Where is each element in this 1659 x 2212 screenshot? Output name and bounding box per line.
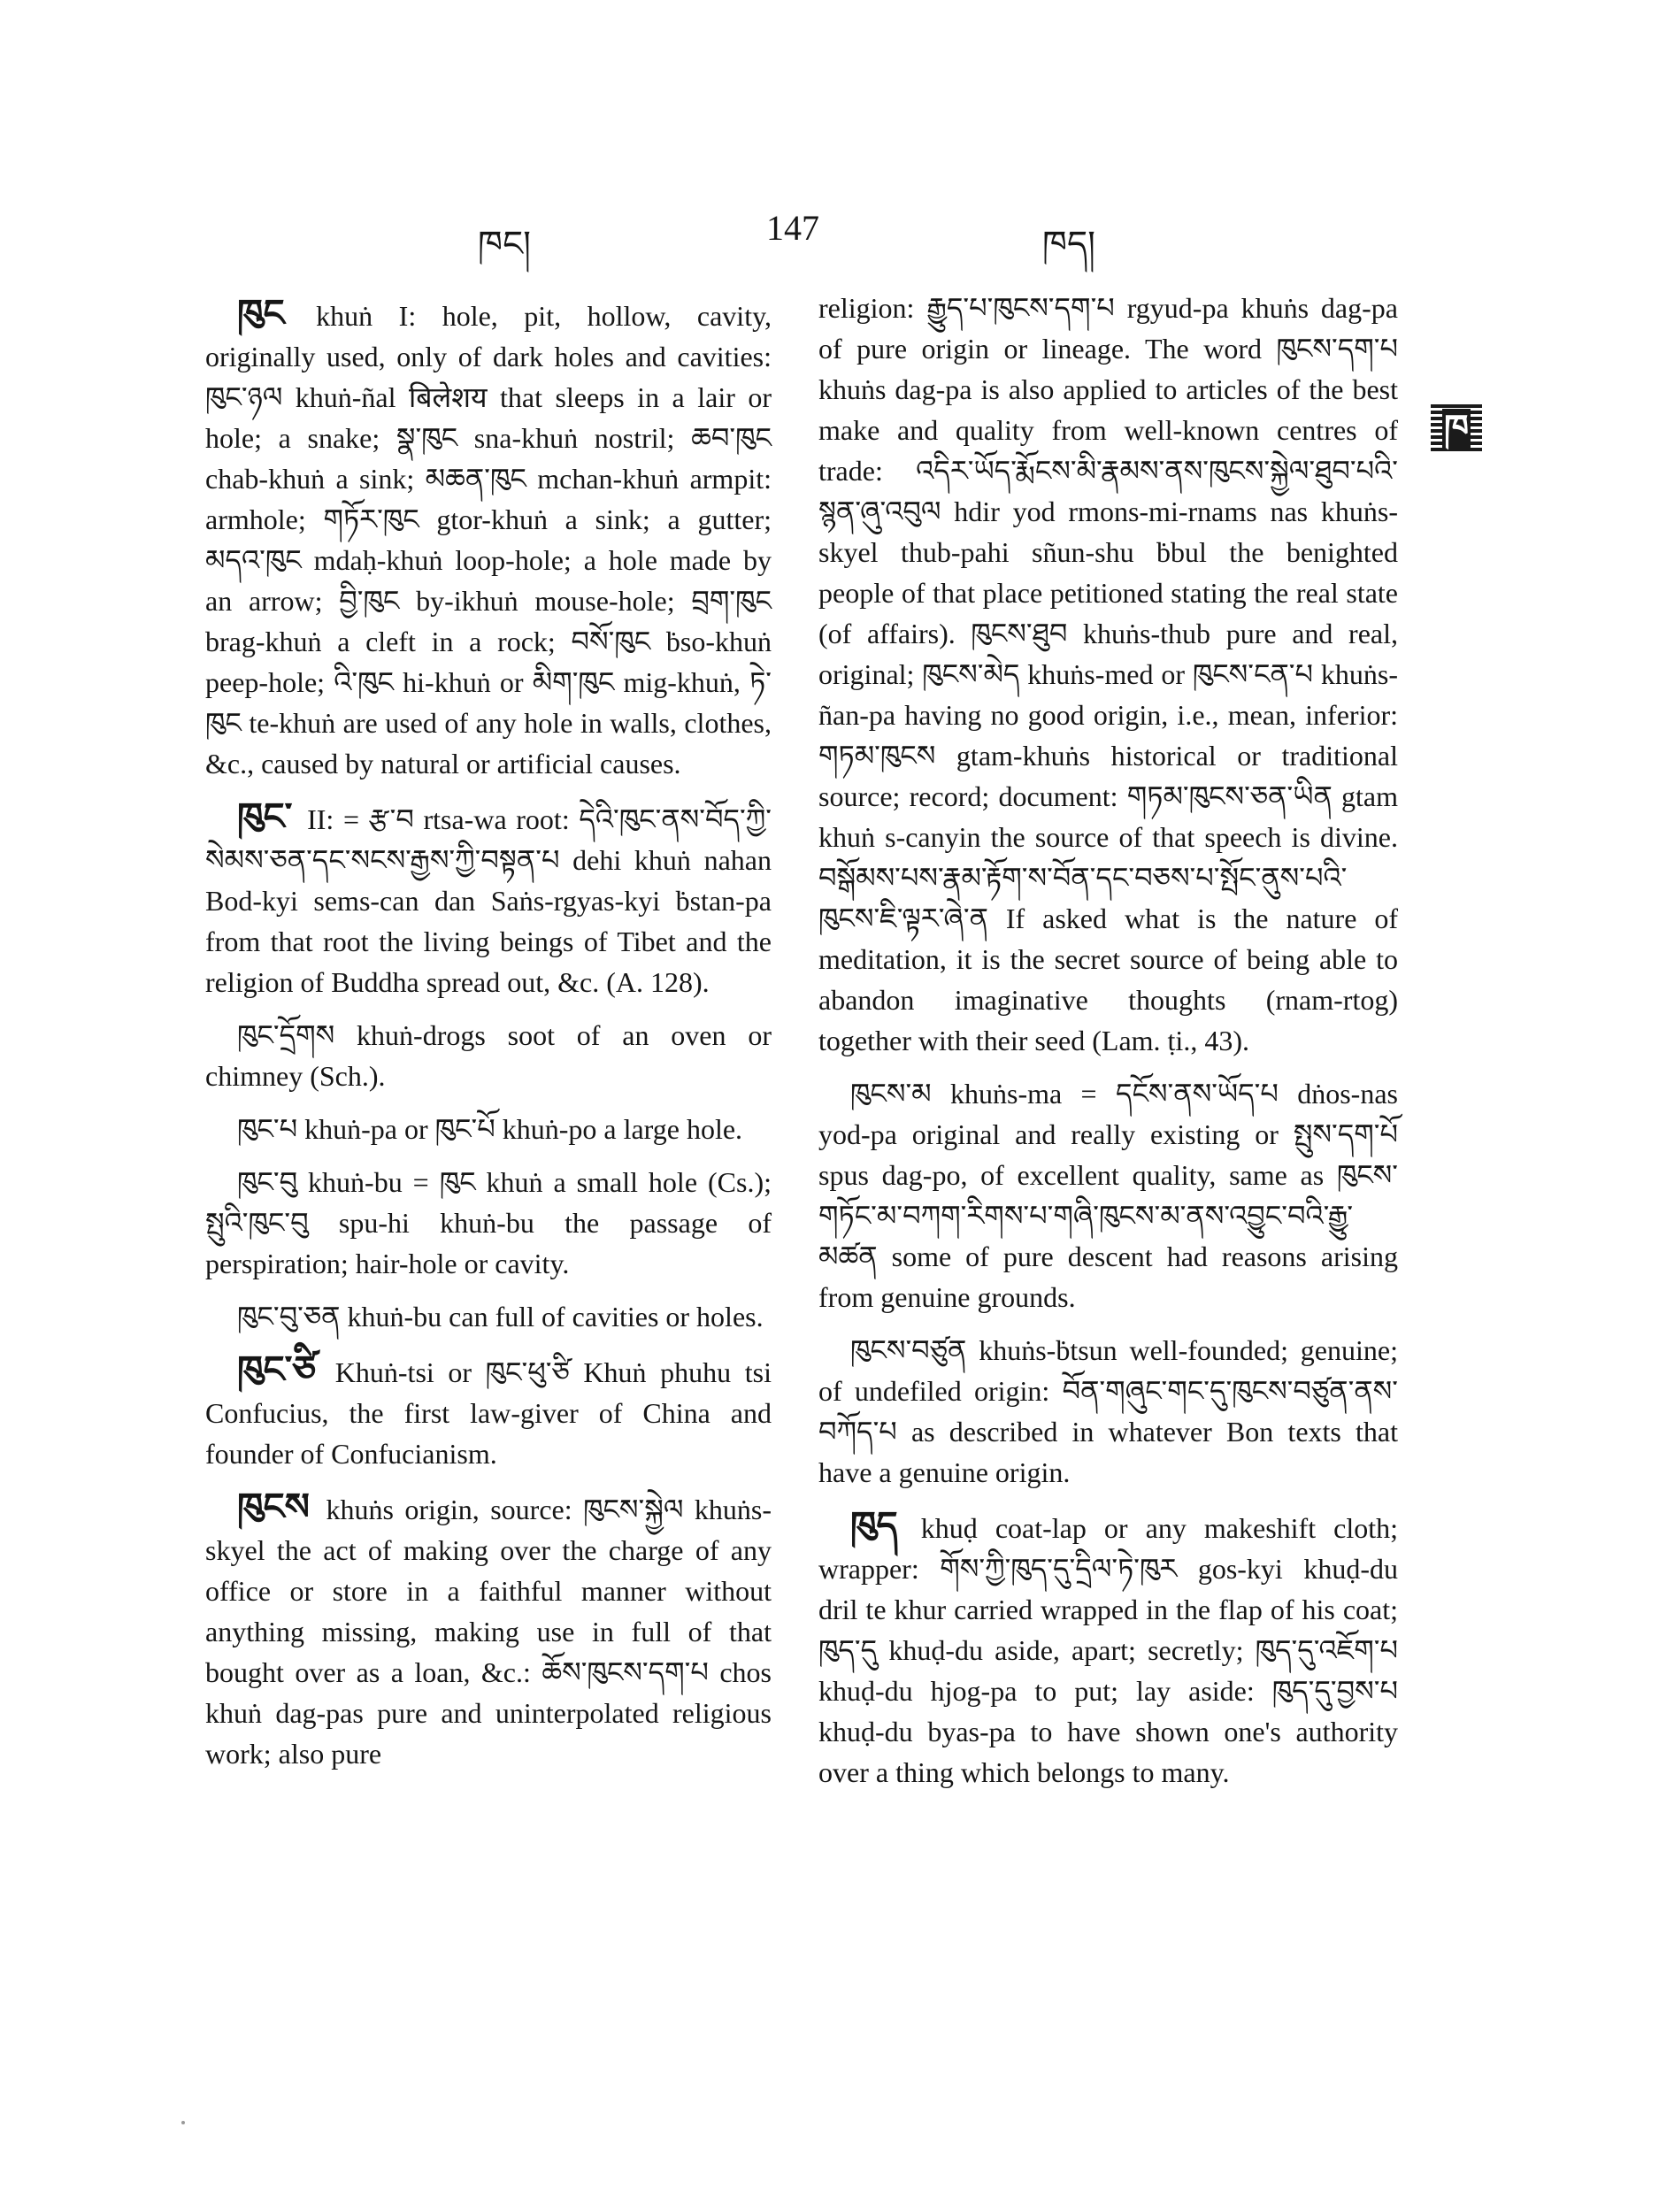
entry-headword: ཁུད <box>850 1503 898 1547</box>
entry-text: khuṅs origin, source: ཁུངས་སྐྱེལ khuṅs-skyel the act of making over the charge of any office or store in a faithful manner without anything missing, making use in full of that bought over as a loan, &c.: ཆོས་ཁུངས་དག་པ chos khuṅ dag-pas pure and uninterpolated religious work; also pure <box>205 1494 772 1770</box>
entry-headword: ཁུང་ <box>237 795 293 838</box>
thumb-index-tab <box>1431 403 1482 454</box>
dictionary-entry <box>205 1486 772 1774</box>
dictionary-entry <box>818 1073 1398 1317</box>
thumb-index-letter: ཁ <box>1444 408 1469 449</box>
entry-text: khuṅ I: hole, pit, hollow, cavity, originally used, only of dark holes and cavities: ཁུང་ཉལ khuṅ-ñal बिलेशय that sleeps in a lair or hole; a snake; སྣ་ཁུང sna-khuṅ nostril; ཆབ་ཁུང chab-khuṅ a sink; མཆན་ཁུང mchan-khuṅ armpit: armhole; གཏོར་ཁུང gtor-khuṅ a sink; a gutter; མདའ་ཁུང mdaḥ-khuṅ loop-hole; a hole made by an arrow; བྱི་ཁུང by-ikhuṅ mouse-hole; བྲག་ཁུང brag-khuṅ a cleft in a rock; བསོ་ཁུང ḃso-khuṅ peep-hole; འི་ཁུང hi-khuṅ or མིག་ཁུང mig-khuṅ, ཏེ་ཁུང te-khuṅ are used of any hole in walls, clothes, &c., caused by natural or artificial causes. <box>205 300 772 780</box>
entry-text: ཁུང་བུ khuṅ-bu = ཁུང khuṅ a small hole (Cs.); སྤུའི་ཁུང་བུ spu-hi khuṅ-bu the passage of perspiration; hair-hole or cavity. <box>205 1166 772 1279</box>
page-speck <box>181 2121 185 2124</box>
left-guide-word: ཁང། <box>478 224 531 265</box>
entry-text: ཁུངས་མ khuṅs-ma = དངོས་ནས་ཡོད་པ dṅos-nas yod-pa original and really existing or སྤུས་དག་པོ spus dag-po, of excellent quality, same as ཁུངས་གཏོང་མ་བཀག་རིགས་པ་གཞི་ཁུངས་མ་ནས་འབྱུང་བའི་རྒྱུ་མཚན some of pure descent had reasons arising from genuine grounds. <box>818 1078 1398 1313</box>
dictionary-entry <box>205 1296 772 1337</box>
dictionary-entry <box>205 1349 772 1474</box>
dictionary-entry <box>205 293 772 784</box>
dictionary-entry <box>205 1015 772 1096</box>
right-guide-word: ཁད། <box>1042 224 1096 265</box>
entry-headword: ཁུངས <box>237 1485 310 1528</box>
entry-text: ཁུངས་བཙུན khuṅs-ḃtsun well-founded; genuine; of undefiled origin: བོན་གཞུང་གང་དུ་ཁུངས་བཙུན་ནས་བཀོད་པ as described in whatever Bon texts that have a genuine origin. <box>818 1334 1398 1488</box>
dictionary-entry-continued <box>818 288 1398 1061</box>
entry-headword: ཁུང <box>237 291 285 334</box>
entry-text: ཁུང་དྲོགས khuṅ-drogs soot of an oven or chimney (Sch.). <box>205 1019 772 1092</box>
dictionary-entry <box>818 1505 1398 1793</box>
page-header <box>0 204 1659 265</box>
dictionary-entry <box>205 1162 772 1284</box>
entry-text: ཁུང་བུ་ཅན khuṅ-bu can full of cavities or holes. <box>237 1301 764 1333</box>
right-column <box>818 288 1398 1805</box>
entry-text: ཁུང་པ khuṅ-pa or ཁུང་པོ khuṅ-po a large hole. <box>237 1113 743 1145</box>
entry-text: khuḍ coat-lap or any makeshift cloth; wrapper: གོས་ཀྱི་ཁུད་དུ་དྲིལ་ཏེ་ཁུར gos-kyi khuḍ-du dril te khur carried wrapped in the flap of his coat; ཁུད་དུ khuḍ-du aside, apart; secretly; ཁུད་དུ་འཇོག་པ khuḍ-du hjog-pa to put; lay aside: ཁུད་དུ་བྱས་པ khuḍ-du byas-pa to have shown one's authority over a thing which belongs to many. <box>818 1512 1399 1788</box>
dictionary-entry <box>205 1109 772 1149</box>
left-column <box>205 288 772 1786</box>
entry-headword: ཁུང་ཙི <box>237 1348 317 1391</box>
entry-text: Khuṅ-tsi or ཁུང་ཕུ་ཙི Khuṅ phuhu tsi Confucius, the first law-giver of China and founder of Confucianism. <box>205 1356 772 1470</box>
dictionary-entry <box>205 796 772 1002</box>
entry-text: religion: རྒྱུད་པ་ཁུངས་དག་པ rgyud-pa khuṅs dag-pa of pure origin or lineage. The word ཁུངས་དག་པ khuṅs dag-pa is also applied to articles of the best make and quality from well-known centres of trade: འདིར་ཡོད་རྨོངས་མི་རྣམས་ནས་ཁུངས་སྐྱེལ་ཐུབ་པའི་སྙན་ཞུ་འབུལ hdir yod rmons-mi-rnams nas khuṅs-skyel thub-pahi sñun-shu ḃbul the benighted people of that place petitioned stating the real state (of affairs). ཁུངས་ཐུབ khuṅs-thub pure and real, original; ཁུངས་མེད khuṅs-med or ཁུངས་ངན་པ khuṅs-ñan-pa having no good origin, i.e., mean, inferior: གཏམ་ཁུངས gtam-khuṅs historical or traditional source; record; document: གཏམ་ཁུངས་ཅན་ཡིན gtam khuṅ s-canyin the source of that speech is divine. བསྒོམས་པས་རྣམ་རྟོག་ས་བོན་དང་བཅས་པ་སྤོང་ནུས་པའི་ཁུངས་ཇི་ལྟར་ཞེ་ན If asked what is the nature of meditation, it is the secret source of being able to abandon imaginative thoughts (rnam-rtog) together with their seed (Lam. ṭi., 43). <box>818 292 1398 1056</box>
entry-text: II: = རྩ་བ rtsa-wa root: དེའི་ཁུང་ནས་བོད་ཀྱི་སེམས་ཅན་དང་སངས་རྒྱས་ཀྱི་བསྟན་པ dehi khuṅ nahan Bod-kyi sems-can dan Saṅs-rgyas-kyi ḃstan-pa from that root the living beings of Tibet and the religion of Buddha spread out, &c. (A. 128). <box>205 803 772 998</box>
dictionary-entry <box>818 1330 1398 1493</box>
page-number: 147 <box>766 208 819 248</box>
